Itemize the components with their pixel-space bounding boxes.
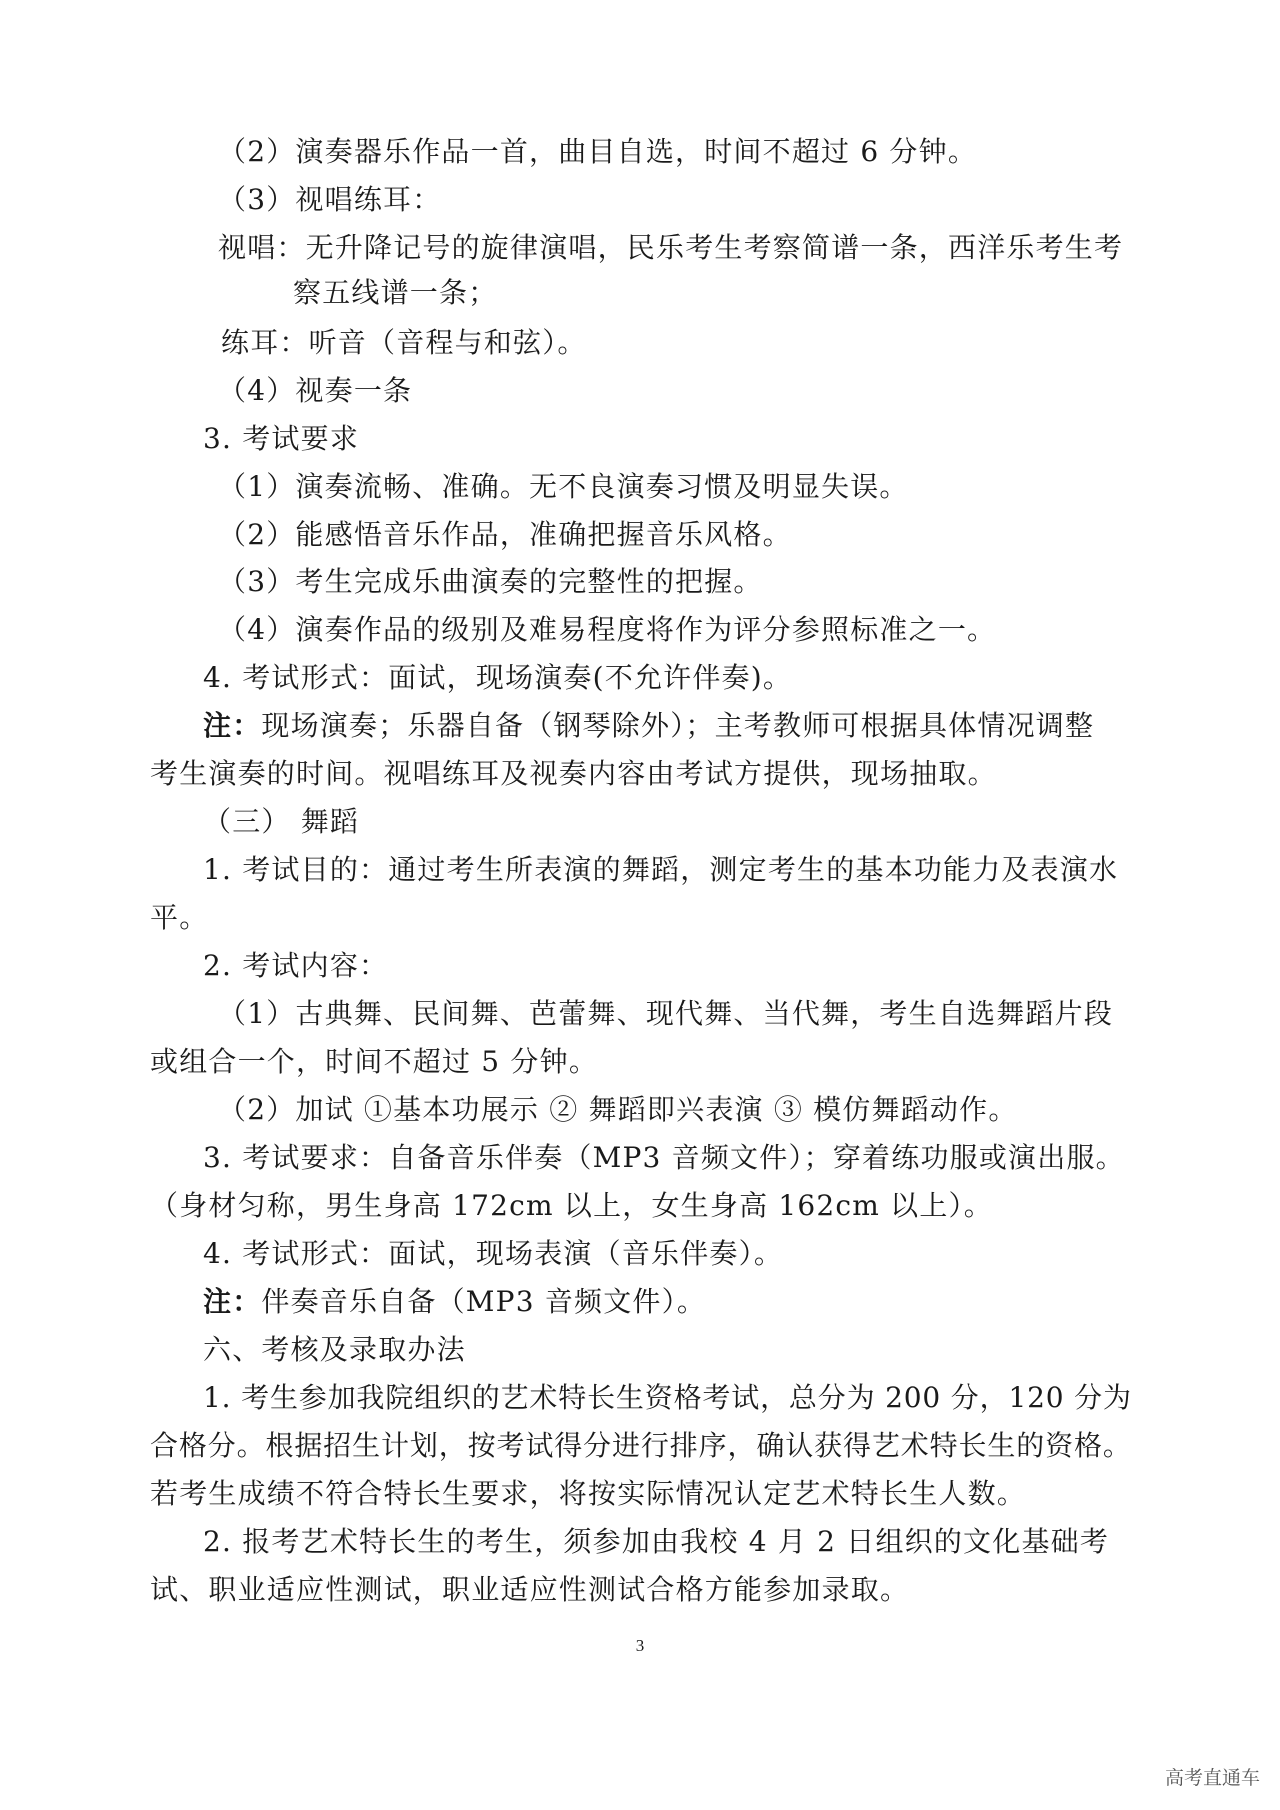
text-line: 察五线谱一条； (293, 276, 498, 309)
text-line: （1）演奏流畅、准确。无不良演奏习惯及明显失误。 (218, 470, 909, 503)
note-line (203, 709, 1094, 743)
text-line: 2. 考试内容： (203, 949, 389, 982)
text-line: （3）视唱练耳： (218, 183, 442, 216)
text-line: （1）古典舞、民间舞、芭蕾舞、现代舞、当代舞，考生自选舞蹈片段 (218, 997, 1114, 1030)
text-line: （4）演奏作品的级别及难易程度将作为评分参照标准之一。 (218, 613, 997, 646)
section-heading: （三） 舞蹈 (203, 805, 360, 838)
text-line: 1. 考试目的：通过考生所表演的舞蹈，测定考生的基本功能力及表演水 (203, 853, 1119, 886)
text-line: （4）视奏一条 (218, 374, 413, 407)
text-line: 考生演奏的时间。视唱练耳及视奏内容由考试方提供，现场抽取。 (150, 757, 997, 790)
text-line: 3. 考试要求：自备音乐伴奏（MP3 音频文件）；穿着练功服或演出服。 (203, 1141, 1125, 1174)
text-line: （2）演奏器乐作品一首，曲目自选，时间不超过 6 分钟。 (218, 135, 978, 168)
note-label: 注： (203, 709, 262, 742)
text-line: （身材匀称，男生身高 172cm 以上，女生身高 162cm 以上）。 (150, 1189, 993, 1222)
text-line: （2）能感悟音乐作品，准确把握音乐风格。 (218, 518, 792, 551)
text-line: 试、职业适应性测试，职业适应性测试合格方能参加录取。 (150, 1573, 910, 1606)
text-line: 视唱：无升降记号的旋律演唱，民乐考生考察简谱一条，西洋乐考生考 (218, 231, 1124, 264)
text-line: （3）考生完成乐曲演奏的完整性的把握。 (218, 565, 763, 598)
text-line: 或组合一个，时间不超过 5 分钟。 (150, 1045, 599, 1078)
text-line: 2. 报考艺术特长生的考生，须参加由我校 4 月 2 日组织的文化基础考 (203, 1525, 1110, 1558)
note-label: 注： (203, 1285, 262, 1318)
text-line: 4. 考试形式：面试，现场表演（音乐伴奏）。 (203, 1237, 784, 1270)
text-line: （2）加试 ①基本功展示 ② 舞蹈即兴表演 ③ 模仿舞蹈动作。 (218, 1093, 1018, 1126)
text-line: 平。 (150, 901, 209, 934)
section-heading: 六、考核及录取办法 (203, 1333, 466, 1366)
note-text: 伴奏音乐自备（MP3 音频文件）。 (261, 1285, 707, 1318)
text-line: 4. 考试形式：面试，现场演奏(不允许伴奏)。 (203, 661, 793, 694)
page-number: 3 (635, 1636, 645, 1655)
text-line: 3. 考试要求 (203, 422, 360, 455)
note-line (203, 1285, 706, 1319)
text-line: 合格分。根据招生计划，按考试得分进行排序，确认获得艺术特长生的资格。 (150, 1429, 1132, 1462)
note-text: 现场演奏；乐器自备（钢琴除外）；主考教师可根据具体情况调整 (261, 709, 1095, 742)
text-line: 若考生成绩不符合特长生要求，将按实际情况认定艺术特长生人数。 (150, 1477, 1027, 1510)
watermark: 高考直通车 (1164, 1767, 1260, 1789)
text-line: 1. 考生参加我院组织的艺术特长生资格考试，总分为 200 分，120 分为 (203, 1381, 1132, 1414)
text-line: 练耳：听音（音程与和弦）。 (221, 326, 587, 359)
